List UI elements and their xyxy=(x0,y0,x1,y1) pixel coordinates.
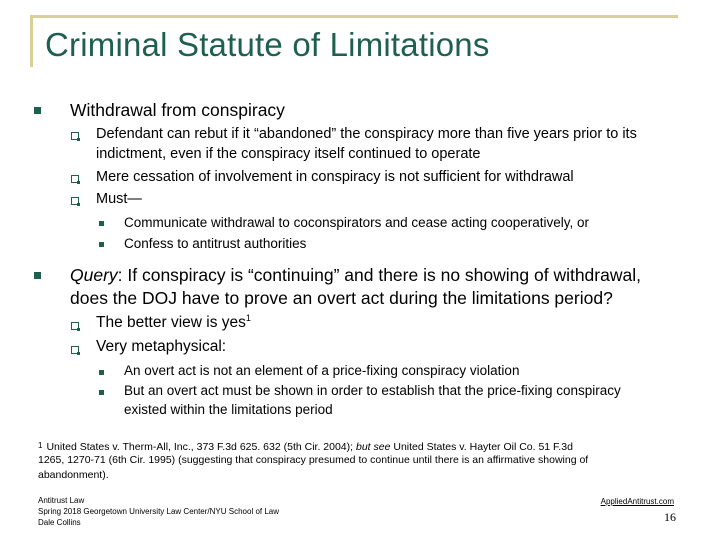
sub-bullet-better-view xyxy=(96,313,251,332)
sub-bullet-must: Must— xyxy=(96,191,142,207)
website-link[interactable]: AppliedAntitrust.com xyxy=(600,497,674,506)
square-bullet-icon xyxy=(99,370,104,375)
square-bullet-icon xyxy=(99,390,104,395)
footnote-line2: 1265, 1270-71 (6th Cir. 1995) (suggesting that conspiracy presumed to continue until there is an affirmative showing of xyxy=(38,454,589,466)
footer-term: Spring 2018 Georgetown University Law Center/NYU School of Law xyxy=(38,507,280,516)
bullet-query-line1 xyxy=(70,264,641,287)
frame-left-rule xyxy=(30,15,33,67)
bullet-withdrawal: Withdrawal from conspiracy xyxy=(70,100,285,120)
query-text: : If conspiracy is “continuing” and there is no showing of withdrawal, xyxy=(117,265,641,285)
checkbox-bullet-icon xyxy=(71,175,79,183)
sub-sub-bullet-but-overt-line1: But an overt act must be shown in order to establish that the price-fixing conspiracy xyxy=(124,383,621,398)
frame-top-rule xyxy=(30,15,678,18)
better-view-text: The better view is yes xyxy=(96,314,246,331)
footnote-line3: abandonment). xyxy=(38,469,109,481)
sub-sub-bullet-confess: Confess to antitrust authorities xyxy=(124,236,307,251)
sub-bullet-cessation: Mere cessation of involvement in conspiracy is not sufficient for withdrawal xyxy=(96,169,574,185)
square-bullet-icon xyxy=(34,272,41,279)
sub-bullet-rebut-line2: indictment, even if the conspiracy itself continued to operate xyxy=(96,146,481,162)
slide-title: Criminal Statute of Limitations xyxy=(45,26,490,63)
page-number: 16 xyxy=(664,510,676,524)
sub-bullet-rebut-line1: Defendant can rebut if it “abandoned” the conspiracy more than five years prior to its xyxy=(96,126,637,142)
square-bullet-icon xyxy=(99,221,104,226)
checkbox-bullet-icon xyxy=(71,322,79,330)
footer-author: Dale Collins xyxy=(38,518,81,527)
sub-sub-bullet-overt-act: An overt act is not an element of a price-fixing conspiracy violation xyxy=(124,363,520,378)
bullet-query-line2: does the DOJ have to prove an overt act during the limitations period? xyxy=(70,288,613,308)
footer-course: Antitrust Law xyxy=(38,496,85,505)
checkbox-bullet-icon xyxy=(71,346,79,354)
checkbox-bullet-icon xyxy=(71,132,79,140)
footnote-but-see: but see xyxy=(355,441,391,453)
footnote-line1-b: United States v. Hayter Oil Co. 51 F.3d xyxy=(390,441,573,453)
footnote-ref: 1 xyxy=(245,313,251,323)
sub-sub-bullet-but-overt-line2: existed within the limitations period xyxy=(124,402,333,417)
sub-bullet-metaphysical: Very metaphysical: xyxy=(96,338,227,355)
checkbox-bullet-icon xyxy=(71,197,79,205)
footnote-line1-a: United States v. Therm-All, Inc., 373 F.3d 625. 632 (5th Cir. 2004); xyxy=(46,441,356,453)
sub-sub-bullet-communicate: Communicate withdrawal to coconspirators and cease acting cooperatively, or xyxy=(124,215,589,230)
square-bullet-icon xyxy=(34,107,41,114)
query-label: Query xyxy=(70,265,118,285)
footnote-marker: 1 xyxy=(38,441,43,450)
square-bullet-icon xyxy=(99,242,104,247)
